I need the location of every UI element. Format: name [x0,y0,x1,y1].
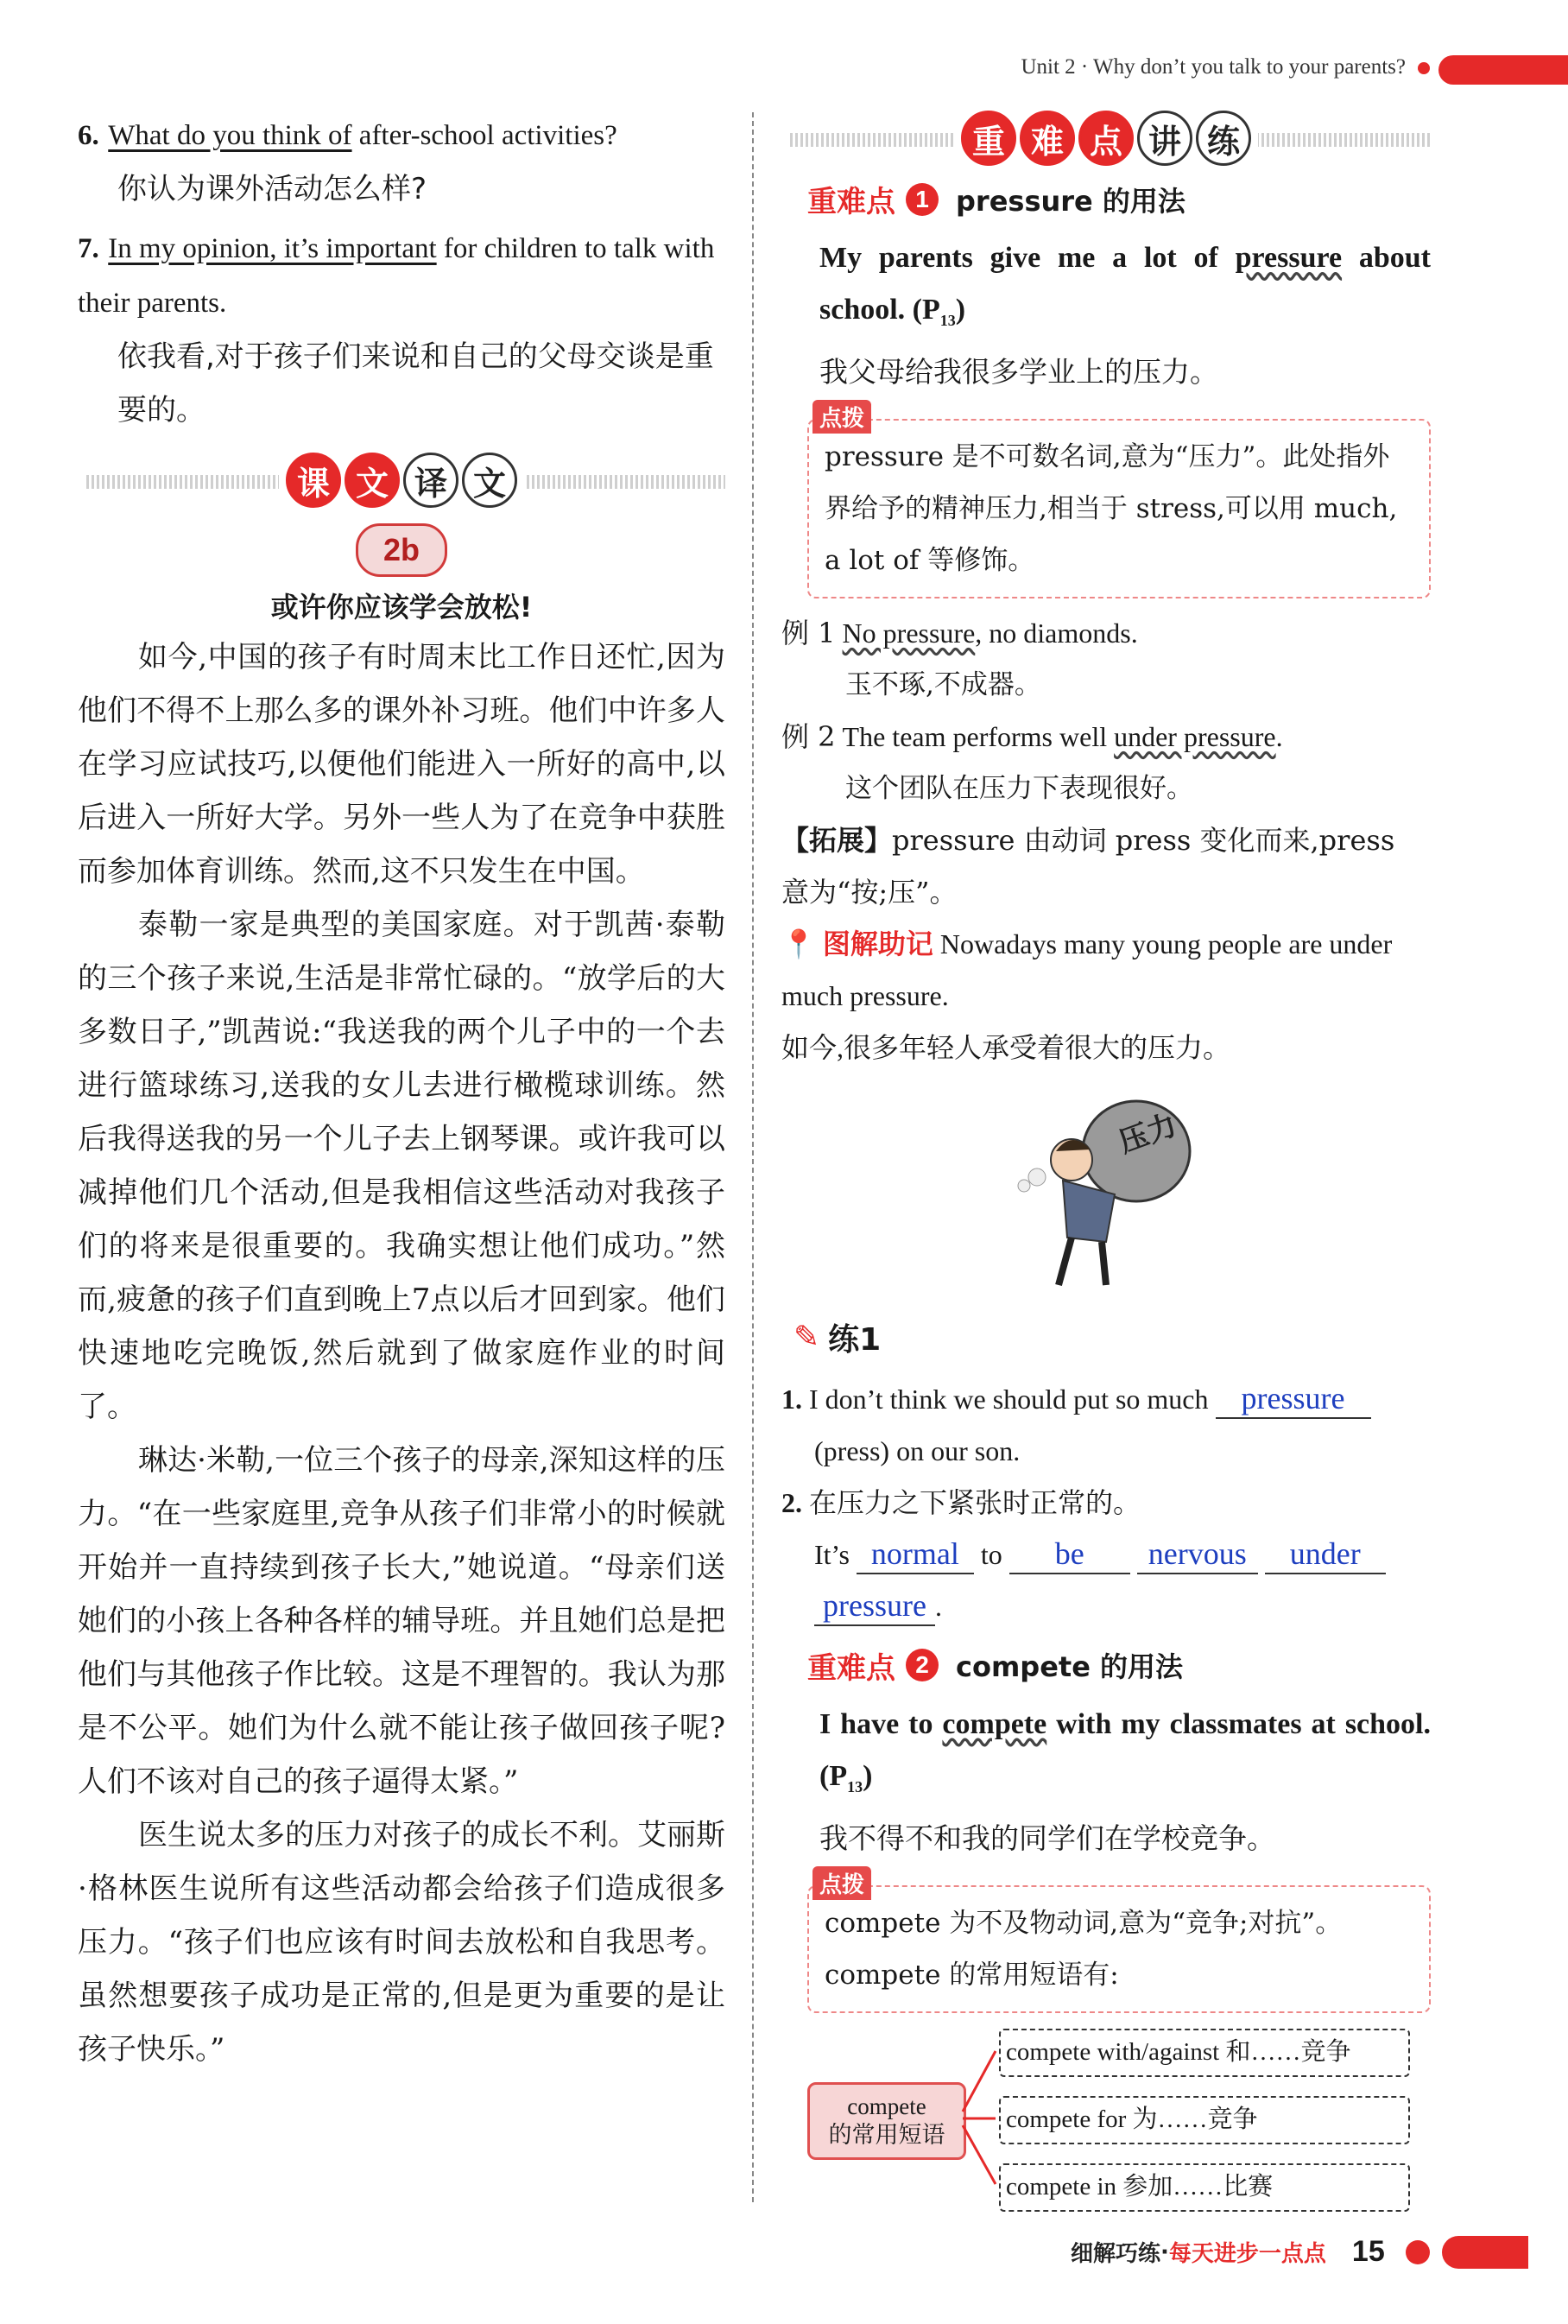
sentence-6 [78,108,725,162]
extension-note [781,814,1431,918]
extension-label: 【拓展】 [781,823,893,857]
practice-q2 [781,1477,1431,1529]
focus-point-2-title [807,1644,1431,1687]
sentence-text: after-school activities? [351,120,617,151]
answer-blank[interactable]: nervous [1137,1535,1258,1574]
section-banner-translation [78,453,725,513]
practice-title [793,1315,1431,1359]
example-label: 例 1 [781,616,836,649]
key-word: compete [942,1707,1047,1740]
sentence-6-translation: 你认为课外活动怎么样? [117,172,427,206]
focus-tag: 重难点 [807,185,895,219]
section-banner-focus [781,111,1431,171]
answer-blank[interactable]: normal [857,1535,974,1574]
question-text: to [980,1538,1002,1570]
example-2-translation: 这个团队在压力下表现很好。 [845,772,1193,804]
breath-puff-icon [1028,1168,1046,1186]
question-text: I don’t think we should put so much [809,1383,1209,1415]
diagram-phrase: compete with/against 和……竞争 [999,2029,1410,2077]
example-text: , no diamonds. [975,617,1138,649]
story-paragraph: 琳达·米勒,一位三个孩子的母亲,深知这样的压力。“在一些家庭里,竞争从孩子们非常小的时候就开始并一直持续到孩子长大,”她说道。“母亲们送她们的小孩上各种各样的辅导班。并且她们总是把他们与其他孩子作比较。这是不理智的。我认为那是不公平。她们为什么就不能让孩子做回孩子呢?人们不该对自己的孩子逼得太紧。” [78,1443,725,1799]
sentence-key-phrase: In my opinion, it’s important [108,233,437,264]
footer-bar [1442,2236,1528,2269]
focus-title-text: pressure 的用法 [956,184,1185,218]
answer-blank[interactable]: be [1009,1535,1130,1574]
sentence-7 [78,221,725,330]
memory-aid [781,918,1431,1022]
sentence-number: 6. [78,120,99,151]
example-text: . [1275,720,1283,752]
sentence-text: ) [863,1759,873,1792]
footer-slogan: 每天进步一点点 [1168,2241,1326,2267]
story-paragraph: 泰勒一家是典型的美国家庭。对于凯茜·泰勒的三个孩子来说,生活是非常忙碌的。“放学后的大多数日子,”凯茜说:“我送我的两个儿子中的一个去进行篮球练习,送我的女儿去进行橄榄球训练。然后我得送我的另一个儿子去上钢琴课。或许我可以减掉他们几个活动,但是我相信这些活动对我孩子们的将来是很重要的。我确实想让他们成功。”然而,疲惫的孩子们直到晚上7点以后才回到家。他们快速地吃完晚饭,然后就到了做家庭作业的时间了。 [78,908,725,1424]
page-footer [1071,2235,1528,2269]
question-text: . [935,1590,942,1622]
column-divider [752,112,754,2202]
diagram-phrase: compete in 参加……比赛 [999,2163,1410,2212]
sentence-7-translation: 依我看,对于孩子们来说和自己的父母交谈是重要的。 [117,339,714,427]
banner-char: 文 [345,453,400,508]
page-subscript: 13 [847,1777,863,1795]
sentence-text: with my classmates at school. (P [819,1707,1431,1792]
section-tag-2b: 2b [356,523,447,577]
answer-blank[interactable]: pressure [1216,1379,1371,1419]
tip-text: pressure 是不可数名词,意为“压力”。此处指外界给予的精神压力,相当于 stress,可以用 much, a lot of 等修饰。 [825,440,1398,576]
focus-2-translation: 我不得不和我的同学们在学校竞争。 [819,1821,1275,1855]
example-1 [781,607,1431,659]
practice-q2-cont [814,1580,1431,1632]
header-dot [1418,62,1430,74]
memory-translation: 如今,很多年轻人承受着很大的压力。 [781,1031,1231,1063]
key-phrase: No pressure [842,617,976,649]
breath-puff-icon [1018,1180,1030,1192]
focus-point-1-title [807,178,1431,220]
example-2 [781,711,1431,763]
banner-char: 课 [286,453,341,508]
tip-text: compete 为不及物动词,意为“竞争;对抗”。compete 的常用短语有: [825,1907,1343,1991]
banner-char: 点 [1078,111,1134,166]
story-paragraph: 如今,中国的孩子有时周末比工作日还忙,因为他们不得不上那么多的课外补习班。他们中许多人在学习应试技巧,以便他们能进入一所好的高中,以后进入一所好大学。另外一些人为了在竞争中获胜而参加体育训练。然而,这不只发生在中国。 [78,640,725,889]
page-number: 15 [1351,2235,1385,2268]
banner-char: 难 [1020,111,1075,166]
diagram-arrows [961,2022,1004,2212]
banner-char: 文 [462,453,517,508]
answer-blank[interactable]: under [1265,1535,1386,1574]
pin-icon: 📍 [781,927,816,960]
tip-box-2 [807,1871,1431,2013]
page-subscript: 13 [939,311,956,329]
sentence-key-phrase: What do you think of [108,120,352,151]
diagram-center [807,2082,966,2160]
example-text: The team performs well [842,720,1115,752]
focus-tag: 重难点 [807,1650,895,1686]
diagram-center-line: compete [847,2093,926,2119]
footer-dot [1406,2240,1430,2264]
running-title: Unit 2 · Why don’t you talk to your parents? [1021,55,1406,79]
banner-char: 练 [1196,111,1251,166]
question-text: 在压力之下紧张时正常的。 [809,1485,1141,1519]
footer-brand: 细解巧练 [1071,2241,1161,2267]
arrow-icon [963,2125,996,2184]
example-1-translation: 玉不琢,不成器。 [845,668,1041,700]
person-legs-icon [1059,1238,1106,1285]
sentence-number: 7. [78,233,99,264]
left-column [78,108,725,2076]
pencil-icon: ✎ [793,1319,820,1355]
banner-char: 重 [961,111,1016,166]
focus-1-translation: 我父母给我很多学业上的压力。 [819,354,1218,389]
focus-1-sentence [819,232,1431,346]
right-column [781,111,1431,2212]
diagram-phrase: compete for 为……竞争 [999,2096,1410,2144]
diagram-center-line: 的常用短语 [828,2121,945,2149]
example-label: 例 2 [781,719,836,753]
tip-label: 点拨 [812,400,871,434]
memory-label: 图解助记 [822,927,933,960]
sentence-text: My parents give me a lot of [819,242,1236,274]
header-bar [1438,55,1568,85]
pressure-illustration [977,1091,1236,1289]
sentence-text: ) [955,294,966,326]
question-text: It’s [814,1538,850,1570]
answer-blank[interactable]: pressure [814,1586,935,1626]
running-header [863,50,1568,93]
tip-box-1 [807,405,1431,598]
practice-q1-cont: (press) on our son. [814,1434,1021,1466]
key-phrase: under pressure [1114,720,1276,752]
banner-char: 译 [403,453,458,508]
story-title: 或许你应该学会放松! [270,591,533,624]
focus-2-sentence [819,1699,1431,1813]
stone-label: 压力 [1114,1107,1182,1160]
sentence-text: for children to talk with their parents. [78,233,715,319]
practice-q2-blanks [814,1529,1431,1580]
focus-title-text: compete 的用法 [956,1650,1184,1684]
memory-english: Nowadays many young people are under much pressure. [781,928,1393,1011]
question-number: 1. [781,1383,802,1415]
arrow-icon [963,2051,996,2112]
focus-number: 2 [906,1649,939,1681]
footer-separator: · [1160,2239,1169,2265]
focus-number: 1 [906,183,939,216]
sentence-text: about school. (P [819,242,1431,326]
compete-phrase-diagram [781,2022,1431,2212]
extension-text: pressure 由动词 press 变化而来,press 意为“按;压”。 [781,823,1395,909]
banner-char: 讲 [1137,111,1192,166]
question-number: 2. [781,1486,802,1518]
story-paragraph: 医生说太多的压力对孩子的成长不利。艾丽斯·格林医生说所有这些活动都会给孩子们造成很多压力。“孩子们也应该有时间去放松和自我思考。虽然想要孩子成功是正常的,但是更为重要的是让孩子快乐。” [78,1818,725,2067]
practice-q1 [781,1373,1431,1425]
sentence-text: I have to [819,1707,943,1740]
practice-title-text: 练1 [828,1321,882,1358]
key-word: pressure [1235,242,1343,274]
tip-label: 点拨 [812,1866,871,1900]
